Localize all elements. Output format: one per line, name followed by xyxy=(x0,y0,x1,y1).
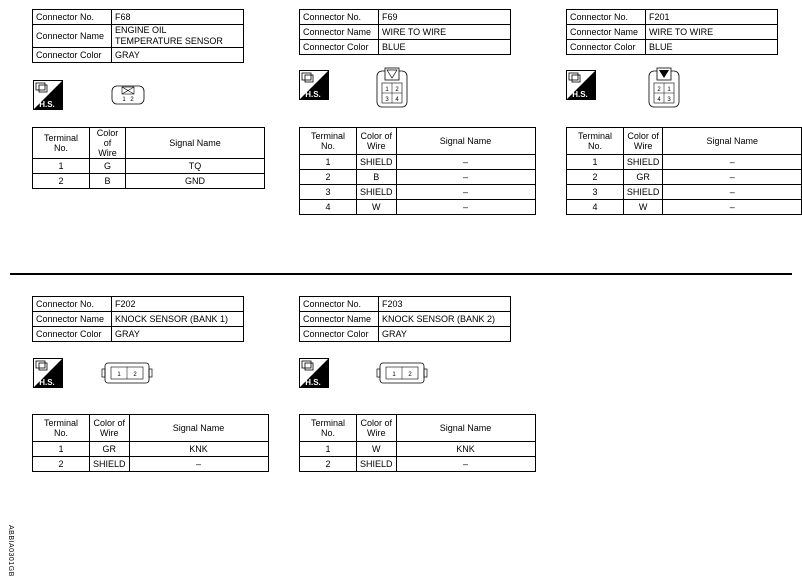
table-row xyxy=(300,170,536,185)
connector-name-value: WIRE TO WIRE xyxy=(646,25,778,40)
hs-icon xyxy=(566,70,596,100)
terminal-no-header: Terminal No. xyxy=(300,415,357,442)
terminal-cell: 2 xyxy=(300,457,357,472)
signal-cell: – xyxy=(663,155,802,170)
table-row xyxy=(33,457,269,472)
wire-color-header-line-1: Color of xyxy=(360,418,393,428)
signal-cell: KNK xyxy=(129,442,268,457)
terminal-cell: 2 xyxy=(300,170,357,185)
table-row xyxy=(33,442,269,457)
wire-color-header-line-2: Wire xyxy=(100,428,119,438)
table-row xyxy=(567,200,802,215)
pin-label: 1 xyxy=(385,87,389,93)
hs-icon-label: H.S. xyxy=(39,100,55,109)
wire-color-cell: B xyxy=(357,170,397,185)
connector-no-label: Connector No. xyxy=(567,10,646,25)
terminal-table xyxy=(299,127,536,215)
connector-name-value: KNOCK SENSOR (BANK 2) xyxy=(379,312,511,327)
connector-block-f202 xyxy=(32,296,244,342)
connector-color-label: Connector Color xyxy=(567,40,646,55)
wire-color-cell: SHIELD xyxy=(623,185,663,200)
pin-label: 1 xyxy=(392,372,396,378)
wire-color-cell: SHIELD xyxy=(623,155,663,170)
connector-color-value: GRAY xyxy=(379,327,511,342)
connector-block-f69 xyxy=(299,9,511,55)
figure-code: ABBIA0301GB xyxy=(7,525,14,577)
connector-color-label: Connector Color xyxy=(33,327,112,342)
signal-name-header: Signal Name xyxy=(396,415,535,442)
wire-color-cell: GR xyxy=(90,442,130,457)
terminal-table-f68 xyxy=(32,127,265,189)
table-row xyxy=(567,170,802,185)
connector-info-table xyxy=(32,296,244,342)
wire-color-header-line-2: Wire xyxy=(98,148,117,158)
pin-label: 2 xyxy=(408,372,412,378)
terminal-cell: 2 xyxy=(33,457,90,472)
table-row xyxy=(300,442,536,457)
wire-color-cell: B xyxy=(90,174,126,189)
hs-icon xyxy=(299,358,329,388)
wire-color-header xyxy=(357,415,397,442)
connector-name-value xyxy=(112,25,244,48)
hs-icon xyxy=(33,80,63,110)
terminal-cell: 3 xyxy=(300,185,357,200)
terminal-cell: 1 xyxy=(33,159,90,174)
wire-color-header xyxy=(357,128,397,155)
table-row xyxy=(300,155,536,170)
connector-name-value: WIRE TO WIRE xyxy=(379,25,511,40)
terminal-cell: 1 xyxy=(300,155,357,170)
pin-label: 2 xyxy=(395,87,399,93)
pin-label: 4 xyxy=(395,97,399,103)
pin-label: 3 xyxy=(667,97,671,103)
wire-color-cell: SHIELD xyxy=(90,457,130,472)
terminal-table-f201 xyxy=(566,127,802,215)
connector-face-icon xyxy=(108,84,148,106)
table-row xyxy=(33,159,265,174)
wire-color-cell: W xyxy=(623,200,663,215)
connector-color-label: Connector Color xyxy=(300,40,379,55)
connector-no-value: F203 xyxy=(379,297,511,312)
terminal-no-header: Terminal No. xyxy=(33,415,90,442)
terminal-no-header: Terminal No. xyxy=(567,128,624,155)
pin-label: 2 xyxy=(657,87,661,93)
signal-name-header: Signal Name xyxy=(396,128,535,155)
connector-color-value: GRAY xyxy=(112,48,244,63)
connector-name-label: Connector Name xyxy=(33,25,112,48)
signal-cell: – xyxy=(663,185,802,200)
wire-color-cell: G xyxy=(90,159,126,174)
terminal-table-f203 xyxy=(299,414,536,472)
terminal-cell: 4 xyxy=(300,200,357,215)
signal-cell: – xyxy=(663,200,802,215)
connector-name-line-1: ENGINE OIL xyxy=(115,25,167,35)
pin-label: 2 xyxy=(130,97,134,103)
connector-name-label: Connector Name xyxy=(300,312,379,327)
connector-info-table xyxy=(299,296,511,342)
terminal-table xyxy=(299,414,536,472)
wire-color-cell: SHIELD xyxy=(357,155,397,170)
terminal-table-f202 xyxy=(32,414,269,472)
terminal-no-header: Terminal No. xyxy=(300,128,357,155)
pin-label: 3 xyxy=(385,97,389,103)
pin-label: 1 xyxy=(122,97,126,103)
terminal-table xyxy=(566,127,802,215)
wire-color-cell: GR xyxy=(623,170,663,185)
connector-face-icon xyxy=(645,67,685,109)
wire-color-cell: SHIELD xyxy=(357,185,397,200)
wire-color-header-line-1: Color of xyxy=(627,131,659,141)
connector-no-label: Connector No. xyxy=(33,10,112,25)
pin-label: 4 xyxy=(657,97,661,103)
connector-name-line-2: TEMPERATURE SENSOR xyxy=(115,36,223,46)
section-divider xyxy=(10,273,792,275)
terminal-cell: 1 xyxy=(33,442,90,457)
wire-color-cell: W xyxy=(357,200,397,215)
connector-face-icon xyxy=(101,361,153,385)
terminal-cell: 4 xyxy=(567,200,624,215)
wire-color-header-line-2: Wire xyxy=(367,428,386,438)
connector-block-f68 xyxy=(32,9,244,63)
connector-name-label: Connector Name xyxy=(33,312,112,327)
wire-color-header xyxy=(90,128,126,159)
pin-label: 1 xyxy=(667,87,671,93)
connector-no-value: F202 xyxy=(112,297,244,312)
table-row xyxy=(300,200,536,215)
connector-no-value: F68 xyxy=(112,10,244,25)
connector-color-value: BLUE xyxy=(646,40,778,55)
hs-icon xyxy=(33,358,63,388)
connector-block-f203 xyxy=(299,296,511,342)
signal-cell: – xyxy=(396,155,535,170)
wire-color-header xyxy=(90,415,130,442)
connector-no-label: Connector No. xyxy=(300,10,379,25)
signal-cell: – xyxy=(396,185,535,200)
signal-name-header: Signal Name xyxy=(663,128,802,155)
terminal-cell: 2 xyxy=(567,170,624,185)
hs-icon-label: H.S. xyxy=(305,378,321,387)
connector-color-label: Connector Color xyxy=(33,48,112,63)
connector-info-table xyxy=(299,9,511,55)
table-row xyxy=(33,174,265,189)
wire-color-header-line-1: Color of xyxy=(96,128,119,148)
signal-cell: GND xyxy=(126,174,265,189)
hs-icon xyxy=(299,70,329,100)
wire-color-cell: W xyxy=(357,442,397,457)
wire-color-header-line-1: Color of xyxy=(360,131,393,141)
table-row xyxy=(567,185,802,200)
hs-icon-label: H.S. xyxy=(305,90,321,99)
connector-no-label: Connector No. xyxy=(33,297,112,312)
table-row xyxy=(567,155,802,170)
table-row xyxy=(300,457,536,472)
connector-color-label: Connector Color xyxy=(300,327,379,342)
connector-no-value: F201 xyxy=(646,10,778,25)
connector-info-table xyxy=(566,9,778,55)
connector-no-value: F69 xyxy=(379,10,511,25)
connector-block-f201 xyxy=(566,9,778,55)
wire-color-header-line-2: Wire xyxy=(367,141,386,151)
signal-cell: – xyxy=(396,200,535,215)
hs-icon-label: H.S. xyxy=(39,378,55,387)
pin-label: 1 xyxy=(117,372,121,378)
connector-name-label: Connector Name xyxy=(567,25,646,40)
wire-color-header-line-2: Wire xyxy=(633,141,653,151)
connector-no-label: Connector No. xyxy=(300,297,379,312)
wire-color-header xyxy=(623,128,663,155)
signal-cell: – xyxy=(396,457,535,472)
connector-name-value: KNOCK SENSOR (BANK 1) xyxy=(112,312,244,327)
signal-cell: KNK xyxy=(396,442,535,457)
signal-cell: – xyxy=(663,170,802,185)
terminal-table xyxy=(32,127,265,189)
connector-color-value: BLUE xyxy=(379,40,511,55)
signal-name-header: Signal Name xyxy=(129,415,268,442)
terminal-cell: 1 xyxy=(300,442,357,457)
signal-name-header: Signal Name xyxy=(126,128,265,159)
pin-label: 2 xyxy=(133,372,137,378)
connector-face-icon xyxy=(373,67,413,109)
connector-face-icon xyxy=(376,361,428,385)
terminal-table xyxy=(32,414,269,472)
wire-color-header-line-1: Color of xyxy=(93,418,126,428)
table-row xyxy=(300,185,536,200)
signal-cell: – xyxy=(396,170,535,185)
connector-color-value: GRAY xyxy=(112,327,244,342)
terminal-cell: 2 xyxy=(33,174,90,189)
terminal-table-f69 xyxy=(299,127,536,215)
terminal-cell: 1 xyxy=(567,155,624,170)
wire-color-cell: SHIELD xyxy=(357,457,397,472)
signal-cell: – xyxy=(129,457,268,472)
connector-name-label: Connector Name xyxy=(300,25,379,40)
signal-cell: TQ xyxy=(126,159,265,174)
terminal-no-header: Terminal No. xyxy=(33,128,90,159)
hs-icon-label: H.S. xyxy=(572,90,588,99)
connector-info-table xyxy=(32,9,244,63)
terminal-cell: 3 xyxy=(567,185,624,200)
